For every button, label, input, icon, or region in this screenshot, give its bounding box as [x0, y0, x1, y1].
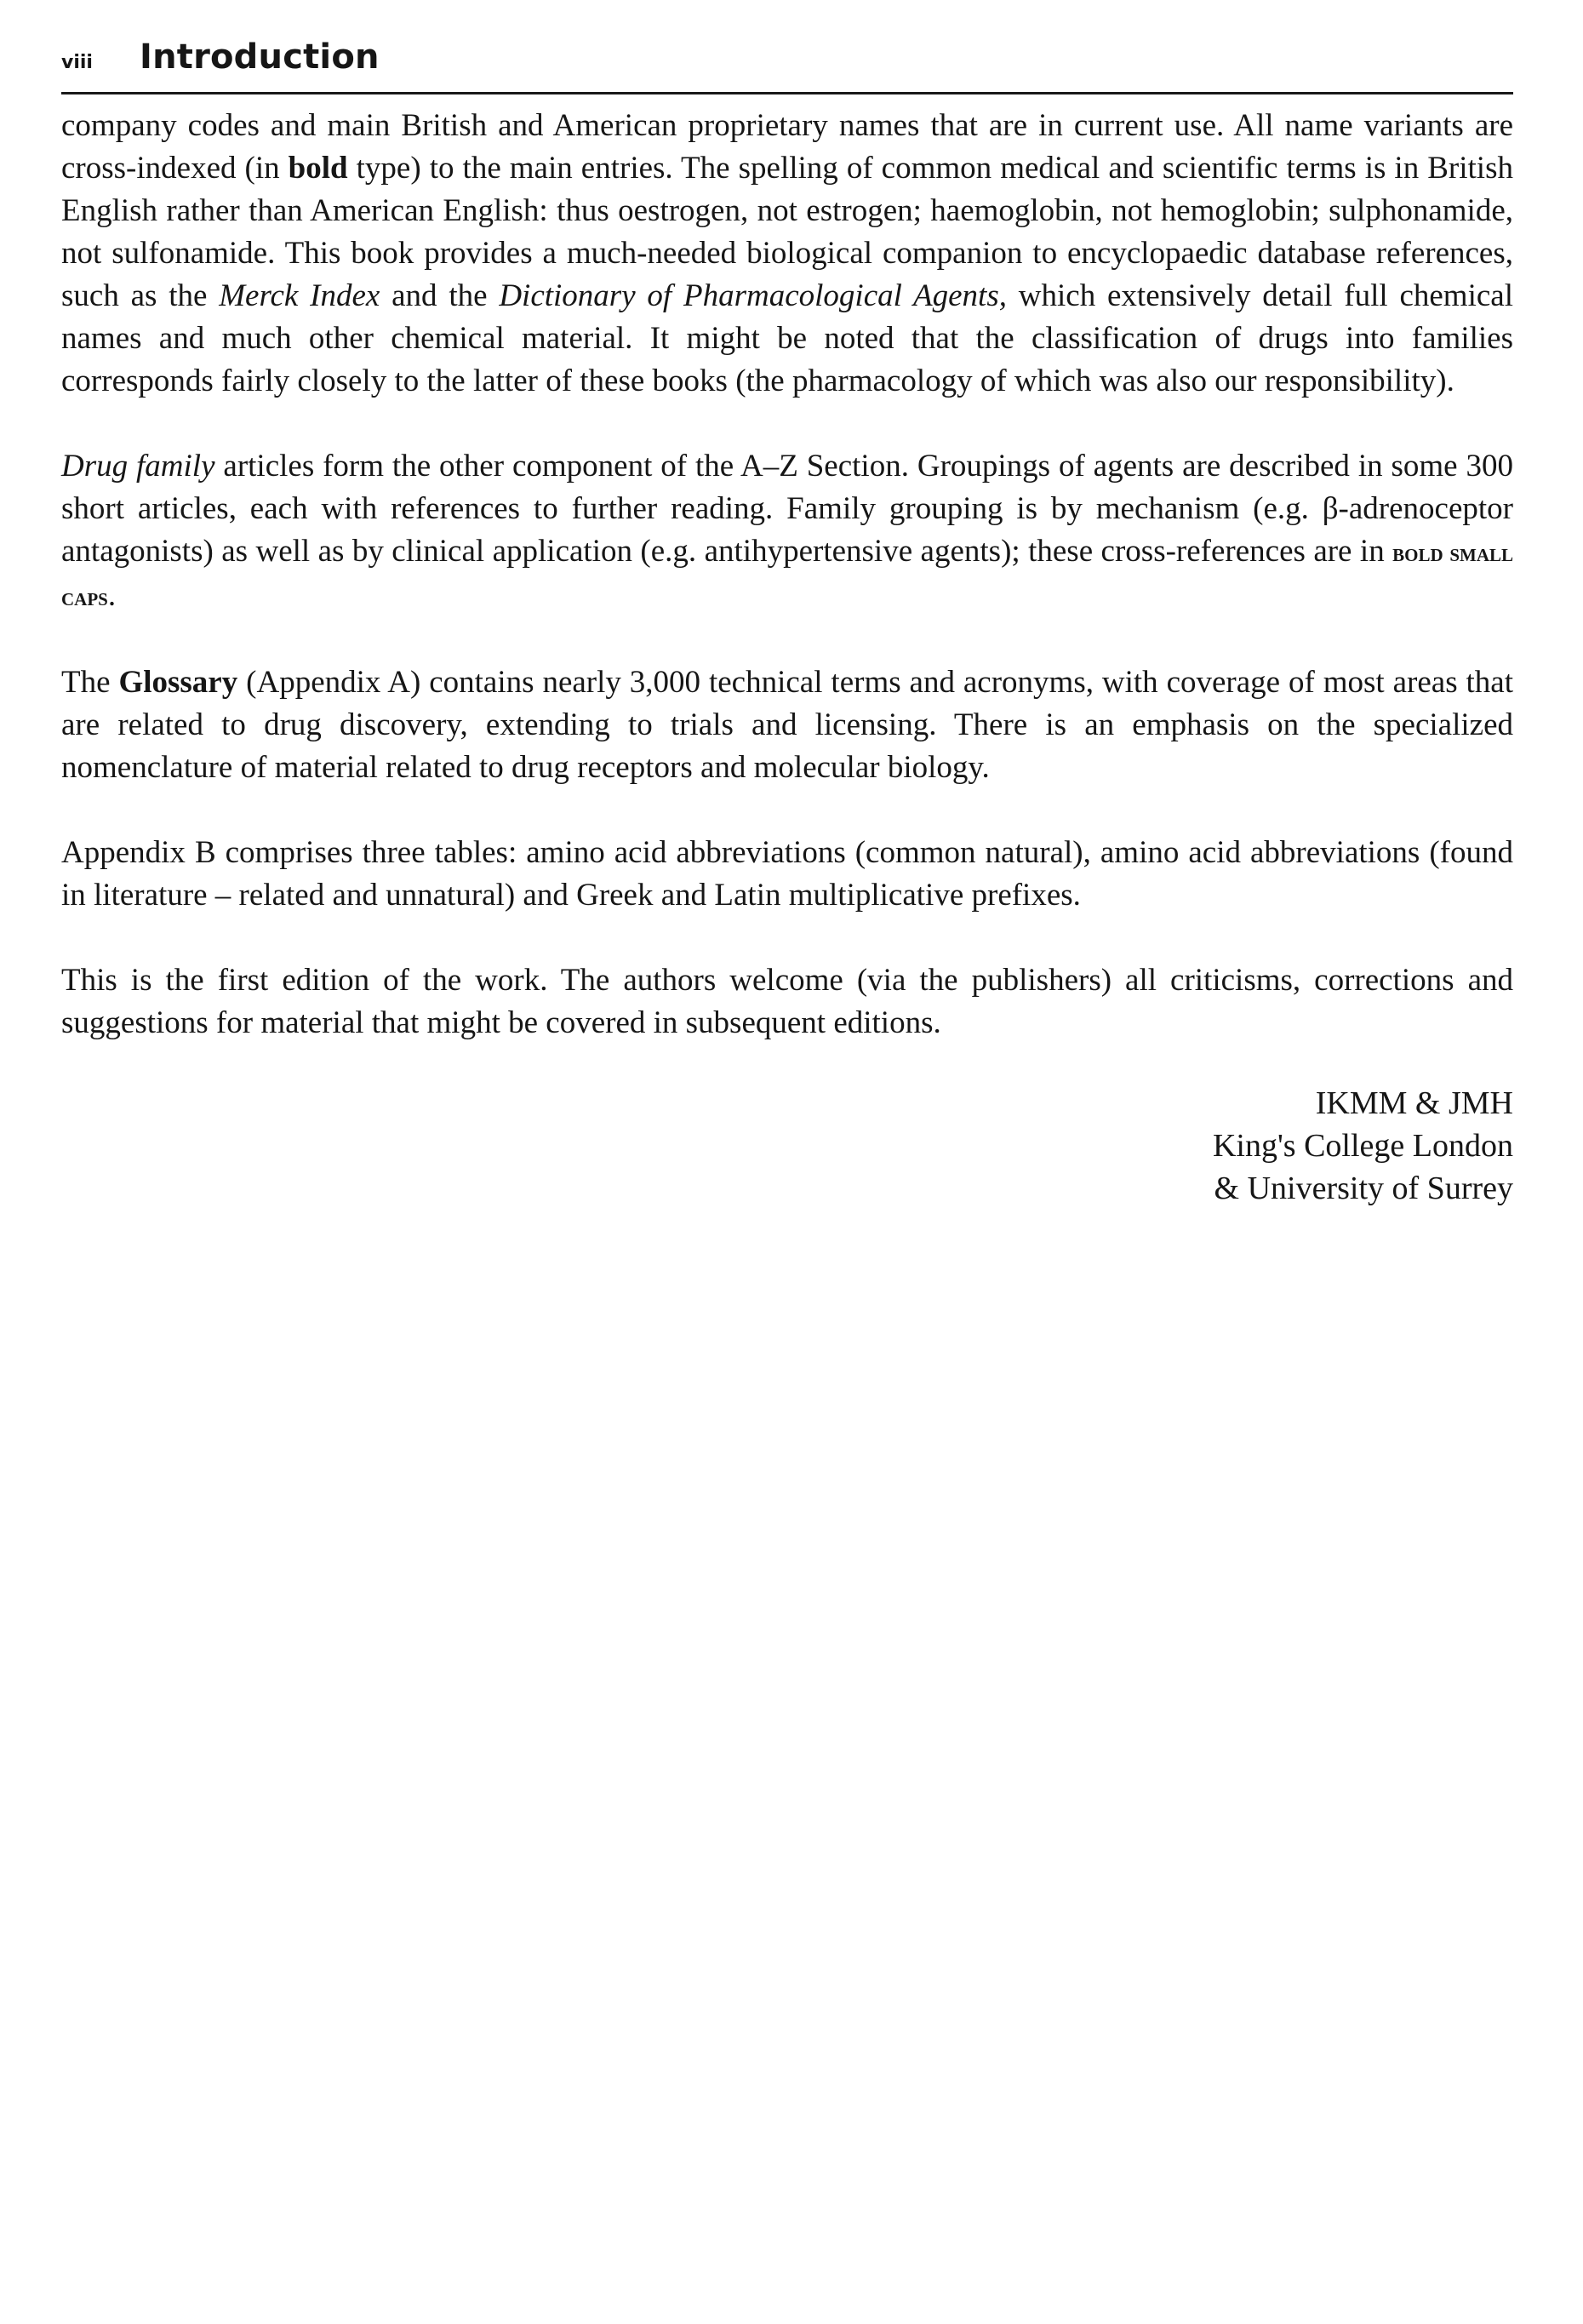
paragraph-drug-family: [61, 445, 1513, 619]
italic-title-dictionary: Dictionary of Pharmacological Agents,: [499, 278, 1007, 313]
running-head: [61, 37, 1513, 94]
text-run: type) to the main entries. The spelling of common medical and scientific terms is in British English rather than American English: thus oestrogen, not estrogen; haemoglobin, not hemoglobin; sulphonamide, not sulfonamide. This book provides a much-needed biological companion to encyclopaedic database references, such as the: [61, 151, 1513, 313]
paragraph-name-variants: [61, 105, 1513, 403]
text-run: which extensively detail full chemical names and much other chemical material. It might be noted that the classification of drugs into families corresponds fairly closely to the latter of these books (the pharmacology of which was also our responsibility).: [61, 278, 1513, 398]
signature-block: [61, 1082, 1513, 1210]
text-run: articles form the other component of the A–Z Section. Groupings of agents are described in some 300 short articles, each with references to further reading. Family grouping is by mechanism (e.g. β-adrenoceptor antagonists) as well as by clinical application (e.g. antihypertensive agents); these cross-references are in: [61, 449, 1513, 569]
italic-title-merck: Merck Index: [219, 278, 380, 313]
italic-term-drug-family: Drug family: [61, 449, 215, 484]
body-text: [61, 105, 1513, 1045]
text-run: The: [61, 665, 119, 700]
small-caps-term: bold small caps: [61, 539, 1513, 611]
bold-term: bold: [288, 151, 348, 186]
bold-term-glossary: Glossary: [118, 665, 238, 700]
paragraph-appendix-b: Appendix B comprises three tables: amino acid abbreviations (common natural), amino acid abbreviations (found in literature – related and unnatural) and Greek and Latin multiplicative prefixes.: [61, 835, 1513, 913]
text-run: company codes and main British and American proprietary names that are in current use. All name variants are cross-indexed (in: [61, 108, 1513, 186]
signature-affiliation-2: & University of Surrey: [1214, 1171, 1513, 1206]
page-number: viii: [61, 52, 93, 73]
page: [61, 37, 1513, 1210]
text-run: and the: [380, 278, 500, 313]
paragraph-glossary: [61, 661, 1513, 789]
text-run: .: [107, 578, 117, 613]
section-title: Introduction: [140, 37, 380, 77]
signature-authors: IKMM & JMH: [1315, 1085, 1513, 1121]
text-run: (Appendix A) contains nearly 3,000 technical terms and acronyms, with coverage of most areas that are related to drug discovery, extending to trials and licensing. There is an emphasis on the specialized nomenclature of material related to drug receptors and molecular biology.: [61, 665, 1514, 785]
signature-affiliation-1: King's College London: [1212, 1128, 1513, 1164]
paragraph-first-edition: This is the first edition of the work. The authors welcome (via the publishers) all criticisms, corrections and suggestions for material that might be covered in subsequent editions.: [61, 963, 1513, 1040]
